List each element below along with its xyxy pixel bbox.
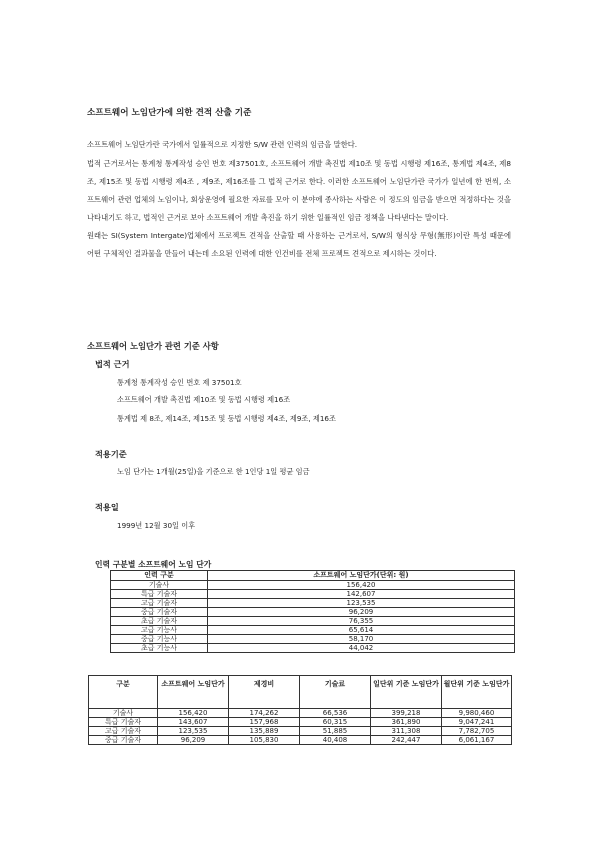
table-cell: 135,889 bbox=[229, 727, 300, 736]
table-cell: 중급 기술자 bbox=[89, 736, 158, 745]
table-cell: 기술사 bbox=[111, 581, 208, 590]
table-header-cell: 인력 구분 bbox=[111, 571, 208, 581]
table-header-cell: 월단위 기준 노임단가 bbox=[442, 676, 512, 709]
table-cell: 고급 기술자 bbox=[111, 599, 208, 608]
table-cell: 58,170 bbox=[208, 635, 515, 644]
table-cell: 399,218 bbox=[371, 709, 442, 718]
table-cell: 105,830 bbox=[229, 736, 300, 745]
table-cell: 고급 기능사 bbox=[111, 626, 208, 635]
table-row bbox=[111, 617, 515, 626]
table-cell: 143,607 bbox=[158, 718, 229, 727]
table-row bbox=[111, 644, 515, 653]
intro-paragraph-1: 소프트웨어 노임단가란 국가에서 일률적으로 지정한 S/W 관련 인력의 임금을 말한다. bbox=[87, 140, 358, 149]
table-cell: 51,885 bbox=[300, 727, 371, 736]
table-header-row bbox=[89, 676, 512, 709]
effective-text: 1999년 12월 30일 이후 bbox=[117, 521, 196, 530]
effective-heading: 적용일 bbox=[95, 502, 119, 512]
table-row bbox=[111, 626, 515, 635]
intro-paragraph-2: 법적 근거로서는 통계청 통계작성 승인 번호 제37501호, 소프트웨어 개발 촉진법 제10조 및 동법 시행령 제16조, 통계법 제4조, 제8조, 제15조 및 동법 시행령 제4조 , 제9조, 제16조를 그 법적 근거로 한다. 이러한 소프트웨어 노임단가란 국가가 일년에 한 번씩, 소프트웨어 관련 업체의 노임이나, 회상운영에 필요한 자료를 모아 이 분야에 종사하는 사람은 이 정도의 임금을 받으면 적정하다는 것을 나타내기도 하고, 법적인 근거로 보아 소프트웨어 개발 촉진을 하기 위한 일률적인 임금 정책을 나타낸다는 말이다. bbox=[87, 159, 511, 222]
table-header-cell: 일단위 기준 노임단가 bbox=[371, 676, 442, 709]
table-row bbox=[89, 736, 512, 745]
table-cell: 특급 기술자 bbox=[111, 590, 208, 599]
table-cell: 123,535 bbox=[208, 599, 515, 608]
legal-item-3: 통계법 제 8조, 제14조, 제15조 및 동법 시행령 제4조, 제9조, 제16조 bbox=[117, 414, 336, 423]
table-header-row bbox=[111, 571, 515, 581]
table-row bbox=[111, 599, 515, 608]
table-cell: 9,047,241 bbox=[442, 718, 512, 727]
table-cell: 60,315 bbox=[300, 718, 371, 727]
legal-item-2: 소프트웨어 개발 촉진법 제10조 및 동법 시행령 제16조 bbox=[117, 395, 291, 404]
table-cell: 특급 기술자 bbox=[89, 718, 158, 727]
section-title: 소프트웨어 노임단가 관련 기준 사항 bbox=[87, 341, 219, 351]
table-cell: 44,042 bbox=[208, 644, 515, 653]
table-cell: 361,890 bbox=[371, 718, 442, 727]
table-cell: 중급 기술자 bbox=[111, 608, 208, 617]
document-title: 소프트웨어 노임단가에 의한 견적 산출 기준 bbox=[87, 108, 252, 118]
legal-heading: 법적 근거 bbox=[95, 359, 130, 369]
table-header-cell: 소프트웨어 노임단가(단위: 원) bbox=[208, 571, 515, 581]
table-row bbox=[111, 635, 515, 644]
table-cell: 기술사 bbox=[89, 709, 158, 718]
labor-rate-table bbox=[110, 570, 515, 653]
intro-paragraphs bbox=[87, 136, 511, 263]
table-row bbox=[89, 718, 512, 727]
table-cell: 초급 기술자 bbox=[111, 617, 208, 626]
table-cell: 고급 기술자 bbox=[89, 727, 158, 736]
table-header-cell: 구분 bbox=[89, 676, 158, 709]
table-cell: 9,980,460 bbox=[442, 709, 512, 718]
table-cell: 40,408 bbox=[300, 736, 371, 745]
table-cell: 66,536 bbox=[300, 709, 371, 718]
table-cell: 311,308 bbox=[371, 727, 442, 736]
table-row bbox=[111, 590, 515, 599]
table-cell: 123,535 bbox=[158, 727, 229, 736]
table1-caption: 인력 구분별 소프트웨어 노임 단가 bbox=[95, 560, 212, 569]
table-cell: 157,968 bbox=[229, 718, 300, 727]
standard-heading: 적용기준 bbox=[95, 449, 127, 459]
table-header-cell: 소프트웨어 노임단가 bbox=[158, 676, 229, 709]
cost-breakdown-table bbox=[88, 675, 512, 745]
table-row bbox=[89, 727, 512, 736]
table-cell: 중급 기능사 bbox=[111, 635, 208, 644]
table-cell: 6,061,167 bbox=[442, 736, 512, 745]
table-cell: 65,614 bbox=[208, 626, 515, 635]
table-row bbox=[111, 581, 515, 590]
table-cell: 96,209 bbox=[158, 736, 229, 745]
table-cell: 156,420 bbox=[208, 581, 515, 590]
table-row bbox=[111, 608, 515, 617]
intro-paragraph-3: 원래는 SI(System Intergate)업체에서 프로젝트 견적을 산출할 때 사용하는 근거로서, S/W의 형식상 무형(無形)이란 특성 때문에 어떤 구체적인 결과물을 만들어 내는데 소요된 인력에 대한 인건비를 전체 프로젝트 견적으로 제시하는 것이다. bbox=[87, 231, 511, 258]
table-cell: 76,355 bbox=[208, 617, 515, 626]
table-header-cell: 기술료 bbox=[300, 676, 371, 709]
table-cell: 142,607 bbox=[208, 590, 515, 599]
table-cell: 초급 기능사 bbox=[111, 644, 208, 653]
table-cell: 156,420 bbox=[158, 709, 229, 718]
table-header-cell: 제경비 bbox=[229, 676, 300, 709]
table-cell: 174,262 bbox=[229, 709, 300, 718]
standard-text: 노임 단가는 1개월(25일)을 기준으로 한 1인당 1일 평균 임금 bbox=[117, 467, 310, 476]
table-cell: 242,447 bbox=[371, 736, 442, 745]
table-row bbox=[89, 709, 512, 718]
table-cell: 7,782,705 bbox=[442, 727, 512, 736]
table-cell: 96,209 bbox=[208, 608, 515, 617]
legal-item-1: 통계청 통계작성 승인 번호 제 37501호 bbox=[117, 378, 242, 387]
